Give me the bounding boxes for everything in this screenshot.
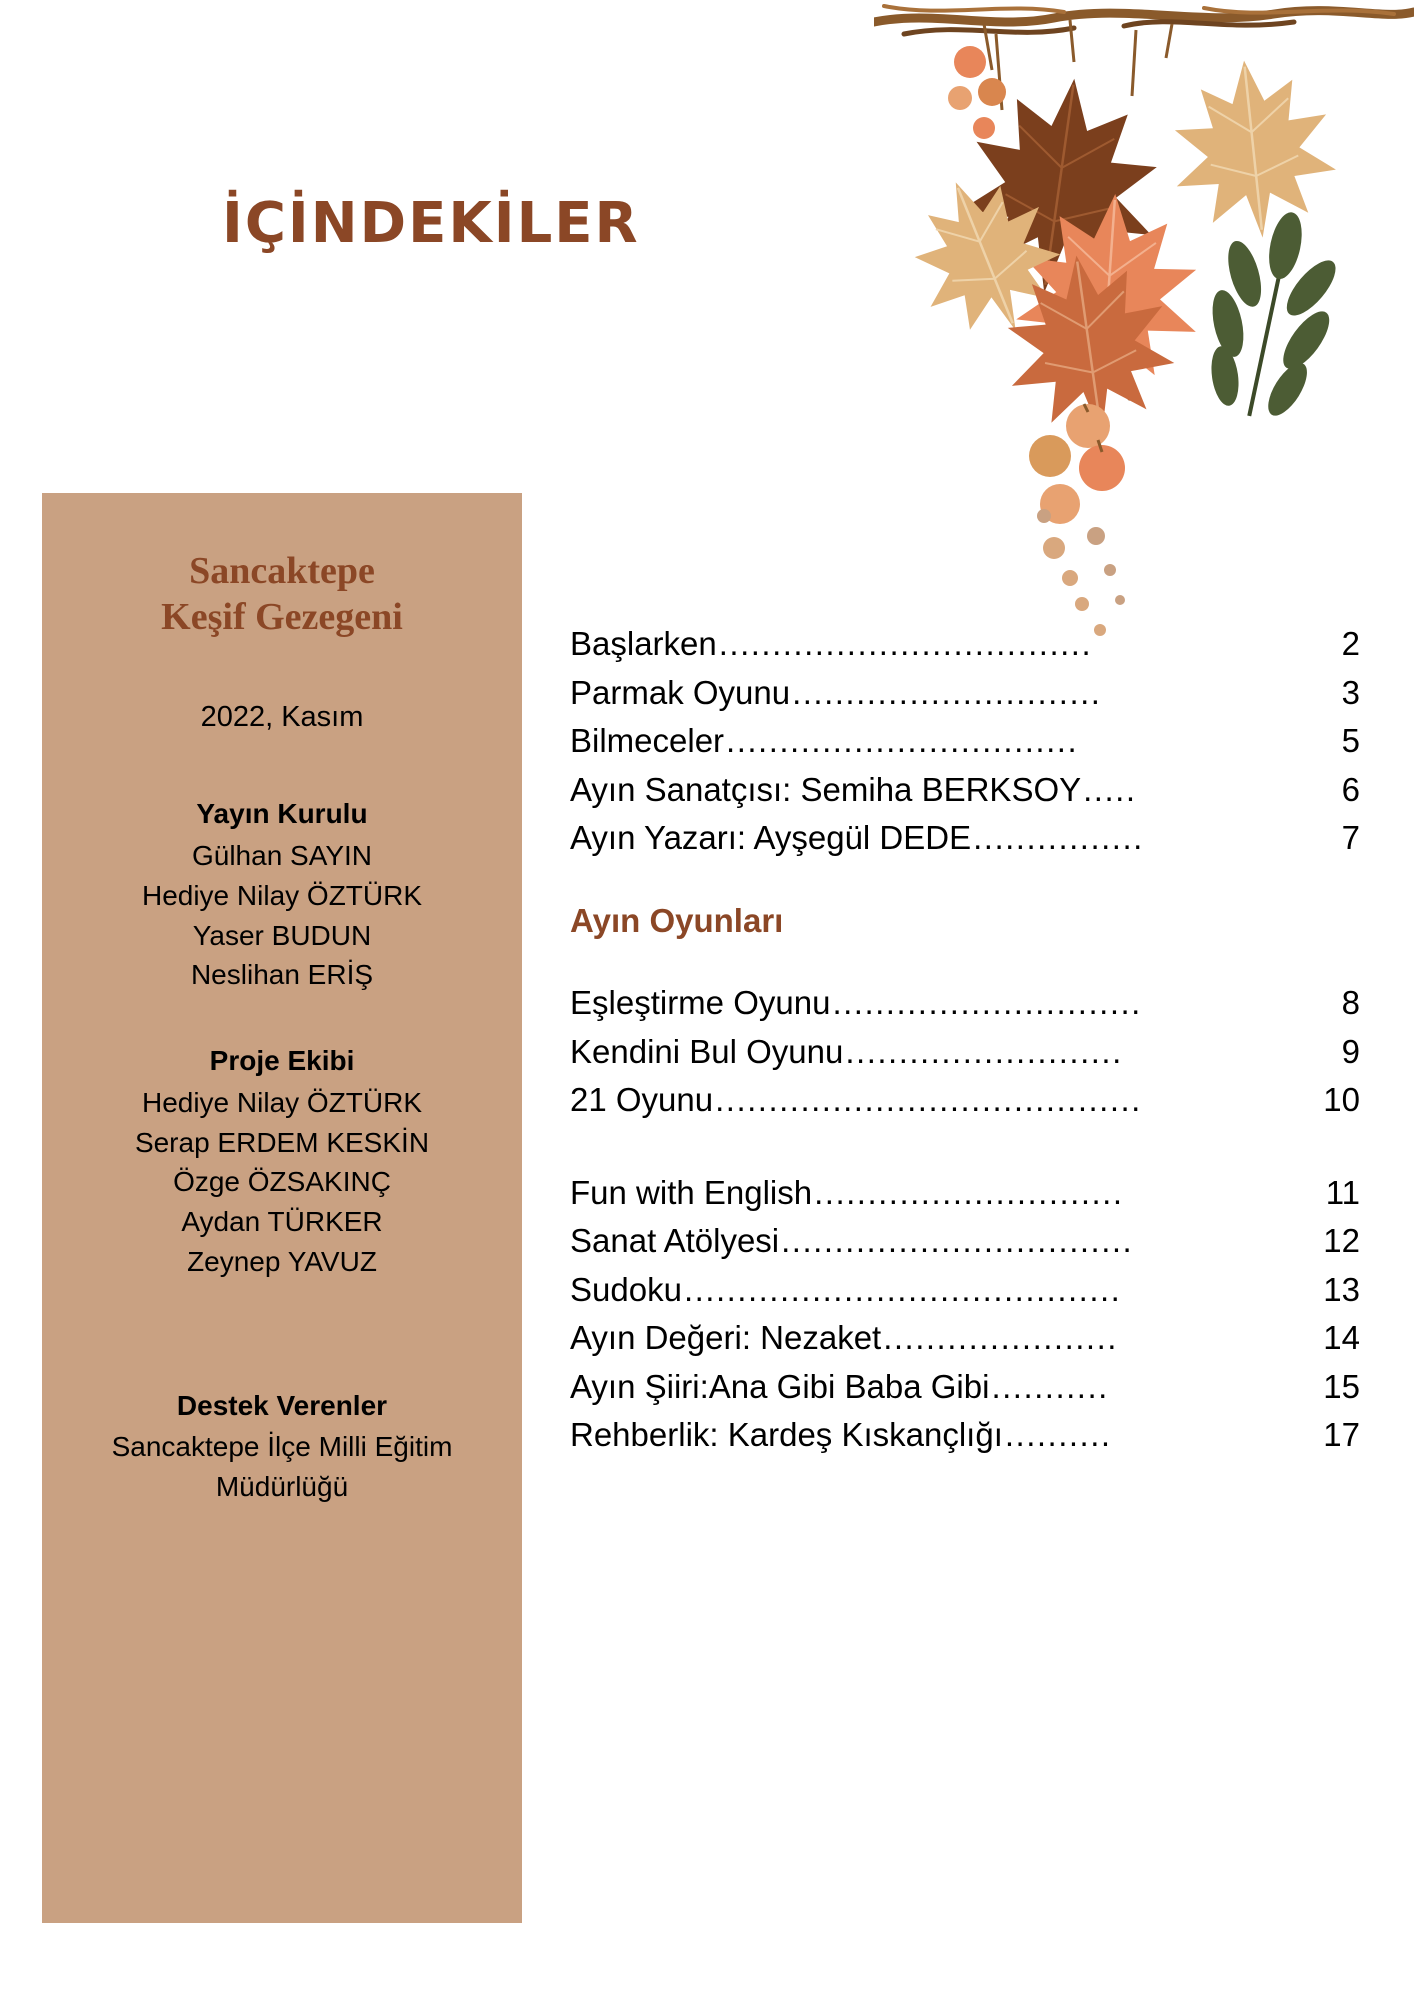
member-name: Özge ÖZSAKINÇ (173, 1166, 391, 1198)
leaf-rust (995, 244, 1183, 447)
group-heading: Proje Ekibi (209, 1045, 355, 1077)
member-name: Müdürlüğü (215, 1471, 349, 1503)
toc-entry-page: 10 (1323, 1081, 1360, 1118)
group-heading: Yayın Kurulu (196, 798, 368, 830)
toc-leader-dots: ............................. (832, 984, 1142, 1021)
member-name: Serap ERDEM KESKİN (134, 1126, 430, 1158)
toc-leader-dots: ......................................... (683, 1270, 1122, 1308)
member-name: Gülhan SAYIN (191, 840, 373, 872)
member-name: Yaser BUDUN (192, 919, 372, 951)
member-name: Zeynep YAVUZ (187, 1245, 377, 1277)
toc-entry[interactable] (570, 717, 1360, 766)
toc-leader-dots: ...................... (883, 1319, 1118, 1356)
toc-entry-label: Kendini Bul Oyunu (570, 1032, 844, 1070)
toc-entry-page: 17 (1323, 1416, 1360, 1453)
publication-date: 2022, Kasım (200, 700, 364, 733)
toc-entry[interactable] (570, 1217, 1360, 1266)
publication-title-line-2: Keşif Gezegeni (161, 596, 403, 639)
leaf-tan (1164, 52, 1342, 246)
berry-cluster-top (948, 46, 1006, 139)
member-name: Neslihan ERİŞ (190, 959, 374, 991)
toc-entry-label: Rehberlik: Kardeş Kıskançlığı (570, 1416, 1003, 1453)
toc-leader-dots: ........... (991, 1367, 1109, 1405)
toc-leader-dots: ................................. (781, 1222, 1134, 1259)
toc-entry-label: Ayın Yazarı: Ayşegül DEDE (570, 819, 972, 856)
leaf-tan-lower-left (891, 156, 1081, 357)
toc-leader-dots: ............................. (792, 673, 1102, 711)
toc-entry-page: 12 (1323, 1222, 1360, 1259)
toc-entry-label: Sanat Atölyesi (570, 1222, 780, 1259)
toc-entry[interactable] (570, 1028, 1360, 1077)
berry-cluster-hanging (1029, 404, 1125, 524)
toc-entry-page: 2 (1341, 625, 1360, 662)
member-name: Sancaktepe İlçe Milli Eğitim (111, 1431, 453, 1463)
toc-entry-page: 13 (1323, 1270, 1360, 1308)
toc-entry[interactable] (570, 1266, 1360, 1315)
toc-entry[interactable] (570, 766, 1360, 815)
toc-entry-page: 6 (1341, 770, 1360, 808)
member-name: Hediye Nilay ÖZTÜRK (141, 1086, 423, 1118)
table-of-contents (570, 620, 1360, 1460)
toc-entry-label: 21 Oyunu (570, 1081, 714, 1118)
toc-entry[interactable] (570, 669, 1360, 718)
toc-entry-page: 5 (1341, 722, 1360, 759)
group-project-team (62, 1041, 502, 1282)
toc-entry[interactable] (570, 1076, 1360, 1125)
group-supporters (62, 1386, 502, 1507)
publication-title-line-1: Sancaktepe (189, 550, 375, 592)
toc-entry[interactable] (570, 979, 1360, 1028)
toc-entry-page: 11 (1325, 1173, 1360, 1211)
leaf-dark-brown (953, 66, 1171, 306)
toc-leader-dots: ................................... (718, 625, 1093, 662)
toc-entry-page: 7 (1341, 819, 1360, 856)
toc-entry[interactable] (570, 814, 1360, 863)
toc-entry[interactable] (570, 1411, 1360, 1460)
toc-entry-page: 15 (1323, 1367, 1360, 1405)
member-name: Hediye Nilay ÖZTÜRK (141, 879, 423, 911)
toc-entry-page: 14 (1323, 1319, 1360, 1356)
toc-entry-label: Ayın Değeri: Nezaket (570, 1319, 882, 1356)
toc-entry-label: Ayın Şiiri:Ana Gibi Baba Gibi (570, 1367, 990, 1405)
toc-entry-label: Bilmeceler (570, 722, 725, 759)
toc-entry-label: Eşleştirme Oyunu (570, 984, 831, 1021)
group-heading: Destek Verenler (176, 1389, 388, 1421)
toc-leader-dots: ................................. (726, 722, 1079, 759)
publication-info-panel (42, 493, 522, 1923)
toc-entry-page: 3 (1341, 673, 1360, 711)
toc-section-heading: Ayın Oyunları (570, 901, 784, 939)
toc-entry-label: Sudoku (570, 1270, 682, 1308)
toc-leader-dots: ........................................ (715, 1081, 1142, 1118)
toc-spacer (570, 1125, 1360, 1169)
toc-entry[interactable] (570, 1169, 1360, 1218)
group-editorial-board (62, 794, 502, 995)
toc-leader-dots: ..... (1083, 770, 1137, 808)
toc-entry-label: Parmak Oyunu (570, 673, 791, 711)
toc-entry-page: 8 (1341, 984, 1360, 1021)
toc-leader-dots: .......................... (845, 1032, 1123, 1070)
toc-entry[interactable] (570, 1363, 1360, 1412)
autumn-branch-decoration (874, 0, 1414, 680)
toc-leader-dots: .......... (1004, 1416, 1112, 1453)
toc-entry-label: Fun with English (570, 1173, 813, 1211)
leaf-green (1184, 199, 1358, 430)
toc-leader-dots: ............................. (814, 1173, 1124, 1211)
publication-title (62, 548, 502, 641)
toc-entry-page: 9 (1341, 1032, 1360, 1070)
toc-leader-dots: ................ (973, 819, 1144, 856)
page-title: İÇİNDEKİLER (222, 191, 640, 256)
toc-entry[interactable] (570, 1314, 1360, 1363)
leaf-orange (1012, 188, 1205, 398)
falling-berry-dots (1037, 509, 1125, 636)
toc-entry-label: Başlarken (570, 625, 717, 662)
toc-entry[interactable] (570, 620, 1360, 669)
branch-twigs (874, 6, 1414, 420)
member-name: Aydan TÜRKER (181, 1206, 383, 1238)
toc-entry-label: Ayın Sanatçısı: Semiha BERKSOY (570, 770, 1082, 808)
